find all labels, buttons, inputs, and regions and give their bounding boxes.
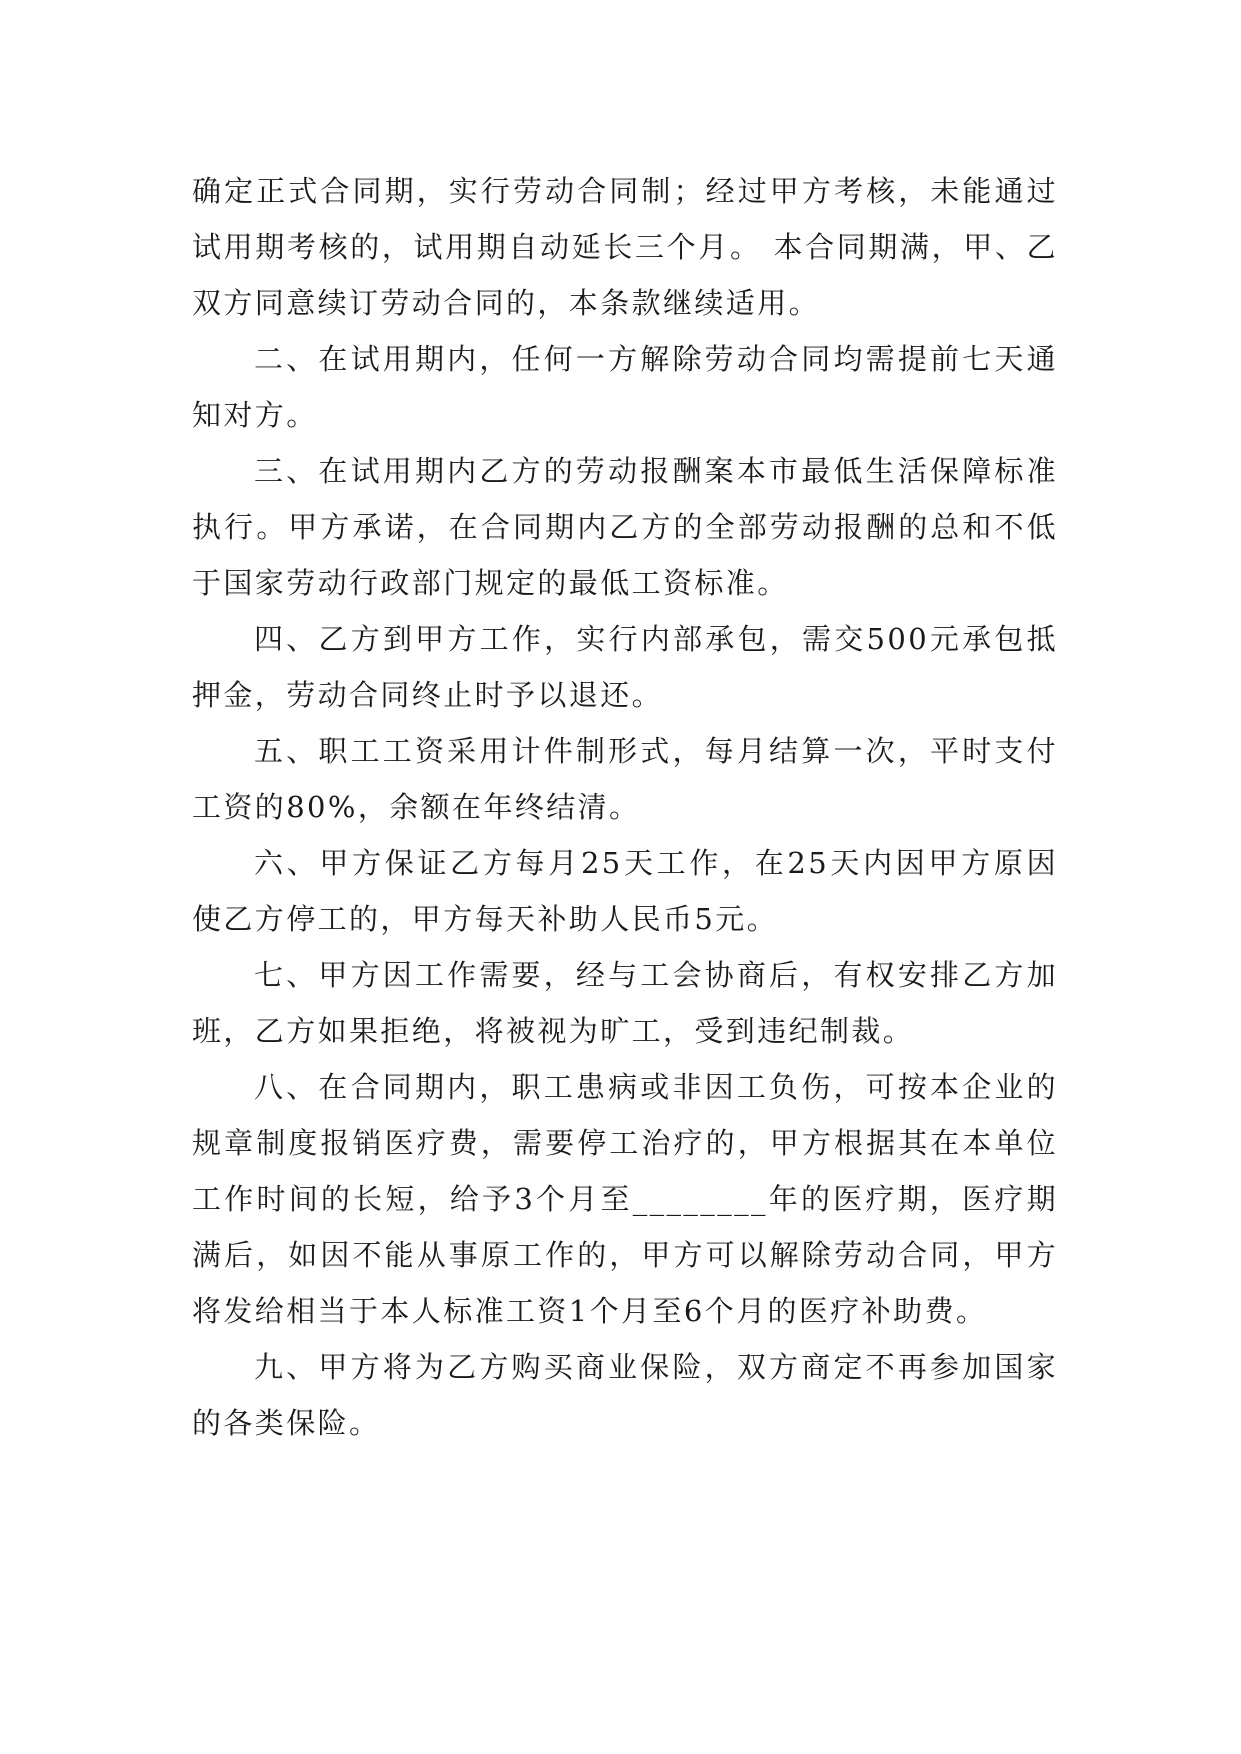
document-body [192,163,1058,1451]
clause-6: 六、甲方保证乙方每月25天工作，在25天内因甲方原因使乙方停工的，甲方每天补助人民币5元。 [192,846,1058,936]
clause-7: 七、甲方因工作需要，经与工会协商后，有权安排乙方加班，乙方如果拒绝，将被视为旷工，受到违纪制裁。 [192,958,1058,1048]
clause-8: 八、在合同期内，职工患病或非因工负伤，可按本企业的规章制度报销医疗费，需要停工治疗的，甲方根据其在本单位工作时间的长短，给予3个月至________年的医疗期，医疗期满后，如因不能从事原工作的，甲方可以解除劳动合同，甲方将发给相当于本人标准工资1个月至6个月的医疗补助费。 [192,1070,1058,1328]
clause-3: 三、在试用期内乙方的劳动报酬案本市最低生活保障标准执行。甲方承诺，在合同期内乙方的全部劳动报酬的总和不低于国家劳动行政部门规定的最低工资标准。 [192,454,1058,600]
clause-2: 二、在试用期内，任何一方解除劳动合同均需提前七天通知对方。 [192,342,1058,432]
paragraph-continuation: 确定正式合同期，实行劳动合同制；经过甲方考核，未能通过试用期考核的，试用期自动延长三个月。 本合同期满，甲、乙双方同意续订劳动合同的，本条款继续适用。 [192,174,1058,320]
clause-4: 四、乙方到甲方工作，实行内部承包，需交500元承包抵押金，劳动合同终止时予以退还。 [192,622,1058,712]
clause-5: 五、职工工资采用计件制形式，每月结算一次，平时支付工资的80%，余额在年终结清。 [192,734,1058,824]
clause-9: 九、甲方将为乙方购买商业保险，双方商定不再参加国家的各类保险。 [192,1350,1058,1440]
